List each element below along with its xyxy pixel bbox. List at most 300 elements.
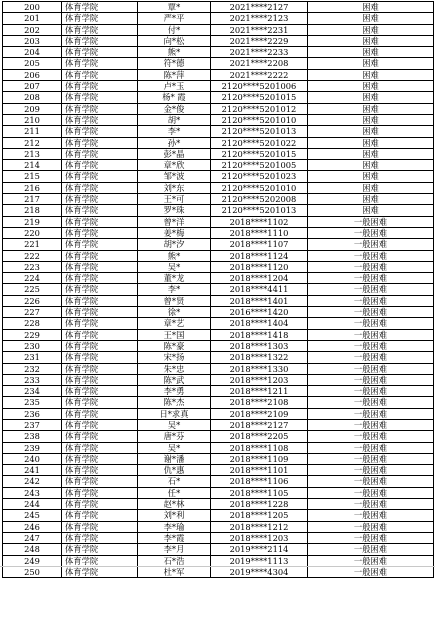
college-cell: 体育学院 bbox=[62, 566, 138, 577]
student-name-cell: 邹*波 bbox=[138, 171, 211, 182]
row-number-cell: 235 bbox=[3, 397, 62, 408]
row-number-cell: 232 bbox=[3, 363, 62, 374]
difficulty-level-cell: 困难 bbox=[308, 58, 434, 69]
row-number-cell: 220 bbox=[3, 227, 62, 238]
table-body bbox=[3, 2, 434, 578]
college-cell: 体育学院 bbox=[62, 465, 138, 476]
student-name-cell: 刘*东 bbox=[138, 182, 211, 193]
college-cell: 体育学院 bbox=[62, 487, 138, 498]
row-number-cell: 246 bbox=[3, 521, 62, 532]
college-cell: 体育学院 bbox=[62, 227, 138, 238]
student-name-cell: 王*国 bbox=[138, 329, 211, 340]
difficulty-level-cell: 一般困难 bbox=[308, 431, 434, 442]
student-id-cell: 2021****2208 bbox=[211, 58, 308, 69]
student-name-cell: 付* bbox=[138, 24, 211, 35]
college-cell: 体育学院 bbox=[62, 352, 138, 363]
table-row bbox=[3, 442, 434, 453]
college-cell: 体育学院 bbox=[62, 250, 138, 261]
table-row bbox=[3, 216, 434, 227]
table-row bbox=[3, 160, 434, 171]
table-row bbox=[3, 103, 434, 114]
student-name-cell: 任* bbox=[138, 487, 211, 498]
row-number-cell: 222 bbox=[3, 250, 62, 261]
table-row bbox=[3, 239, 434, 250]
student-id-cell: 2018****1105 bbox=[211, 487, 308, 498]
student-id-cell: 2018****1203 bbox=[211, 374, 308, 385]
row-number-cell: 230 bbox=[3, 340, 62, 351]
row-number-cell: 225 bbox=[3, 284, 62, 295]
student-id-cell: 2021****2229 bbox=[211, 35, 308, 46]
college-cell: 体育学院 bbox=[62, 137, 138, 148]
table-row bbox=[3, 566, 434, 577]
table-row bbox=[3, 69, 434, 80]
college-cell: 体育学院 bbox=[62, 13, 138, 24]
table-row bbox=[3, 273, 434, 284]
student-id-cell: 2120****5201010 bbox=[211, 182, 308, 193]
row-number-cell: 229 bbox=[3, 329, 62, 340]
table-row bbox=[3, 532, 434, 543]
student-id-cell: 2120****5201015 bbox=[211, 148, 308, 159]
college-cell: 体育学院 bbox=[62, 24, 138, 35]
student-id-cell: 2120****5201006 bbox=[211, 81, 308, 92]
student-list-table bbox=[2, 1, 434, 578]
table-row bbox=[3, 2, 434, 13]
difficulty-level-cell: 一般困难 bbox=[308, 419, 434, 430]
difficulty-level-cell: 一般困难 bbox=[308, 465, 434, 476]
college-cell: 体育学院 bbox=[62, 374, 138, 385]
row-number-cell: 242 bbox=[3, 476, 62, 487]
college-cell: 体育学院 bbox=[62, 58, 138, 69]
row-number-cell: 208 bbox=[3, 92, 62, 103]
table-row bbox=[3, 182, 434, 193]
difficulty-level-cell: 一般困难 bbox=[308, 397, 434, 408]
college-cell: 体育学院 bbox=[62, 431, 138, 442]
difficulty-level-cell: 一般困难 bbox=[308, 510, 434, 521]
student-id-cell: 2018****1330 bbox=[211, 363, 308, 374]
student-name-cell: 刘*利 bbox=[138, 510, 211, 521]
row-number-cell: 226 bbox=[3, 295, 62, 306]
student-id-cell: 2021****2233 bbox=[211, 47, 308, 58]
difficulty-level-cell: 一般困难 bbox=[308, 374, 434, 385]
college-cell: 体育学院 bbox=[62, 544, 138, 555]
student-name-cell: 徐* bbox=[138, 307, 211, 318]
table-row bbox=[3, 81, 434, 92]
student-name-cell: 陈*豪 bbox=[138, 340, 211, 351]
row-number-cell: 247 bbox=[3, 532, 62, 543]
college-cell: 体育学院 bbox=[62, 103, 138, 114]
difficulty-level-cell: 一般困难 bbox=[308, 273, 434, 284]
difficulty-level-cell: 困难 bbox=[308, 205, 434, 216]
table-row bbox=[3, 58, 434, 69]
student-name-cell: 陈*萍 bbox=[138, 69, 211, 80]
student-name-cell: 胡* bbox=[138, 114, 211, 125]
difficulty-level-cell: 困难 bbox=[308, 171, 434, 182]
row-number-cell: 224 bbox=[3, 273, 62, 284]
difficulty-level-cell: 困难 bbox=[308, 92, 434, 103]
student-name-cell: 李*霞 bbox=[138, 532, 211, 543]
table-row bbox=[3, 13, 434, 24]
student-name-cell: 宋*扬 bbox=[138, 352, 211, 363]
table-row bbox=[3, 453, 434, 464]
college-cell: 体育学院 bbox=[62, 442, 138, 453]
student-name-cell: 李*瑜 bbox=[138, 521, 211, 532]
difficulty-level-cell: 困难 bbox=[308, 81, 434, 92]
student-name-cell: 王*可 bbox=[138, 194, 211, 205]
difficulty-level-cell: 一般困难 bbox=[308, 544, 434, 555]
difficulty-level-cell: 一般困难 bbox=[308, 318, 434, 329]
row-number-cell: 249 bbox=[3, 555, 62, 566]
difficulty-level-cell: 困难 bbox=[308, 13, 434, 24]
student-name-cell: 熊* bbox=[138, 47, 211, 58]
student-id-cell: 2018****1106 bbox=[211, 476, 308, 487]
difficulty-level-cell: 一般困难 bbox=[308, 261, 434, 272]
student-id-cell: 2021****2127 bbox=[211, 2, 308, 13]
row-number-cell: 201 bbox=[3, 13, 62, 24]
student-id-cell: 2018****1418 bbox=[211, 329, 308, 340]
row-number-cell: 210 bbox=[3, 114, 62, 125]
table-row bbox=[3, 397, 434, 408]
table-row bbox=[3, 35, 434, 46]
table-row bbox=[3, 171, 434, 182]
difficulty-level-cell: 困难 bbox=[308, 2, 434, 13]
difficulty-level-cell: 一般困难 bbox=[308, 227, 434, 238]
student-name-cell: 罗*珠 bbox=[138, 205, 211, 216]
student-id-cell: 2021****2123 bbox=[211, 13, 308, 24]
difficulty-level-cell: 一般困难 bbox=[308, 284, 434, 295]
row-number-cell: 207 bbox=[3, 81, 62, 92]
difficulty-level-cell: 一般困难 bbox=[308, 566, 434, 577]
difficulty-level-cell: 一般困难 bbox=[308, 340, 434, 351]
student-id-cell: 2018****1401 bbox=[211, 295, 308, 306]
table-row bbox=[3, 194, 434, 205]
student-name-cell: 李* bbox=[138, 126, 211, 137]
table-row bbox=[3, 431, 434, 442]
table-row bbox=[3, 374, 434, 385]
college-cell: 体育学院 bbox=[62, 2, 138, 13]
row-number-cell: 214 bbox=[3, 160, 62, 171]
row-number-cell: 217 bbox=[3, 194, 62, 205]
row-number-cell: 231 bbox=[3, 352, 62, 363]
college-cell: 体育学院 bbox=[62, 171, 138, 182]
difficulty-level-cell: 一般困难 bbox=[308, 250, 434, 261]
row-number-cell: 211 bbox=[3, 126, 62, 137]
student-id-cell: 2120****5201013 bbox=[211, 126, 308, 137]
student-id-cell: 2018****1228 bbox=[211, 499, 308, 510]
college-cell: 体育学院 bbox=[62, 295, 138, 306]
student-id-cell: 2018****1404 bbox=[211, 318, 308, 329]
college-cell: 体育学院 bbox=[62, 363, 138, 374]
difficulty-level-cell: 困难 bbox=[308, 69, 434, 80]
row-number-cell: 221 bbox=[3, 239, 62, 250]
student-name-cell: 吴* bbox=[138, 442, 211, 453]
student-id-cell: 2120****5201013 bbox=[211, 205, 308, 216]
college-cell: 体育学院 bbox=[62, 69, 138, 80]
difficulty-level-cell: 一般困难 bbox=[308, 295, 434, 306]
difficulty-level-cell: 困难 bbox=[308, 126, 434, 137]
student-name-cell: 石* bbox=[138, 476, 211, 487]
college-cell: 体育学院 bbox=[62, 329, 138, 340]
page-divider-line bbox=[0, 566, 435, 567]
college-cell: 体育学院 bbox=[62, 194, 138, 205]
student-id-cell: 2021****2231 bbox=[211, 24, 308, 35]
college-cell: 体育学院 bbox=[62, 453, 138, 464]
college-cell: 体育学院 bbox=[62, 216, 138, 227]
table-row bbox=[3, 227, 434, 238]
college-cell: 体育学院 bbox=[62, 261, 138, 272]
student-name-cell: 曾*贤 bbox=[138, 295, 211, 306]
row-number-cell: 219 bbox=[3, 216, 62, 227]
college-cell: 体育学院 bbox=[62, 419, 138, 430]
table-row bbox=[3, 114, 434, 125]
student-name-cell: 向*松 bbox=[138, 35, 211, 46]
table-row bbox=[3, 329, 434, 340]
row-number-cell: 238 bbox=[3, 431, 62, 442]
student-name-cell: 唐*芬 bbox=[138, 431, 211, 442]
student-id-cell: 2018****1102 bbox=[211, 216, 308, 227]
student-id-cell: 2016****1420 bbox=[211, 307, 308, 318]
table-row bbox=[3, 352, 434, 363]
difficulty-level-cell: 一般困难 bbox=[308, 216, 434, 227]
student-name-cell: 李*月 bbox=[138, 544, 211, 555]
college-cell: 体育学院 bbox=[62, 114, 138, 125]
student-name-cell: 朱*忠 bbox=[138, 363, 211, 374]
student-id-cell: 2018****1322 bbox=[211, 352, 308, 363]
college-cell: 体育学院 bbox=[62, 182, 138, 193]
difficulty-level-cell: 一般困难 bbox=[308, 329, 434, 340]
row-number-cell: 218 bbox=[3, 205, 62, 216]
college-cell: 体育学院 bbox=[62, 47, 138, 58]
college-cell: 体育学院 bbox=[62, 476, 138, 487]
difficulty-level-cell: 一般困难 bbox=[308, 239, 434, 250]
student-id-cell: 2018****1212 bbox=[211, 521, 308, 532]
row-number-cell: 228 bbox=[3, 318, 62, 329]
row-number-cell: 227 bbox=[3, 307, 62, 318]
row-number-cell: 245 bbox=[3, 510, 62, 521]
difficulty-level-cell: 困难 bbox=[308, 182, 434, 193]
table-row bbox=[3, 340, 434, 351]
student-id-cell: 2120****5201015 bbox=[211, 92, 308, 103]
student-id-cell: 2120****5201012 bbox=[211, 103, 308, 114]
difficulty-level-cell: 一般困难 bbox=[308, 532, 434, 543]
table-row bbox=[3, 386, 434, 397]
table-row bbox=[3, 137, 434, 148]
row-number-cell: 239 bbox=[3, 442, 62, 453]
student-id-cell: 2018****1109 bbox=[211, 453, 308, 464]
college-cell: 体育学院 bbox=[62, 307, 138, 318]
table-row bbox=[3, 555, 434, 566]
student-name-cell: 卢*玉 bbox=[138, 81, 211, 92]
row-number-cell: 243 bbox=[3, 487, 62, 498]
row-number-cell: 203 bbox=[3, 35, 62, 46]
student-name-cell: 董*龙 bbox=[138, 273, 211, 284]
college-cell: 体育学院 bbox=[62, 92, 138, 103]
difficulty-level-cell: 困难 bbox=[308, 137, 434, 148]
difficulty-level-cell: 困难 bbox=[308, 114, 434, 125]
student-id-cell: 2018****1107 bbox=[211, 239, 308, 250]
college-cell: 体育学院 bbox=[62, 340, 138, 351]
student-id-cell: 2018****2127 bbox=[211, 419, 308, 430]
row-number-cell: 240 bbox=[3, 453, 62, 464]
table-row bbox=[3, 521, 434, 532]
college-cell: 体育学院 bbox=[62, 239, 138, 250]
student-id-cell: 2018****1303 bbox=[211, 340, 308, 351]
table-row bbox=[3, 261, 434, 272]
table-row bbox=[3, 24, 434, 35]
row-number-cell: 244 bbox=[3, 499, 62, 510]
student-name-cell: 章*欣 bbox=[138, 160, 211, 171]
college-cell: 体育学院 bbox=[62, 160, 138, 171]
student-name-cell: 金*俊 bbox=[138, 103, 211, 114]
row-number-cell: 204 bbox=[3, 47, 62, 58]
row-number-cell: 248 bbox=[3, 544, 62, 555]
table-row bbox=[3, 205, 434, 216]
table-row bbox=[3, 363, 434, 374]
table-row bbox=[3, 476, 434, 487]
table-row bbox=[3, 47, 434, 58]
college-cell: 体育学院 bbox=[62, 205, 138, 216]
difficulty-level-cell: 一般困难 bbox=[308, 352, 434, 363]
difficulty-level-cell: 一般困难 bbox=[308, 442, 434, 453]
student-id-cell: 2018****4411 bbox=[211, 284, 308, 295]
table-row bbox=[3, 92, 434, 103]
student-id-cell: 2018****1101 bbox=[211, 465, 308, 476]
student-id-cell: 2018****2205 bbox=[211, 431, 308, 442]
student-name-cell: 杜*军 bbox=[138, 566, 211, 577]
student-id-cell: 2018****1204 bbox=[211, 273, 308, 284]
college-cell: 体育学院 bbox=[62, 397, 138, 408]
student-name-cell: 覃* bbox=[138, 2, 211, 13]
student-name-cell: 符*德 bbox=[138, 58, 211, 69]
student-name-cell: 杨* 霞 bbox=[138, 92, 211, 103]
college-cell: 体育学院 bbox=[62, 148, 138, 159]
student-id-cell: 2019****4304 bbox=[211, 566, 308, 577]
difficulty-level-cell: 困难 bbox=[308, 103, 434, 114]
row-number-cell: 202 bbox=[3, 24, 62, 35]
college-cell: 体育学院 bbox=[62, 499, 138, 510]
college-cell: 体育学院 bbox=[62, 273, 138, 284]
student-name-cell: 吴* bbox=[138, 419, 211, 430]
row-number-cell: 241 bbox=[3, 465, 62, 476]
student-id-cell: 2018****2108 bbox=[211, 397, 308, 408]
student-name-cell: 熊* bbox=[138, 250, 211, 261]
student-name-cell: 赵*林 bbox=[138, 499, 211, 510]
student-id-cell: 2018****1203 bbox=[211, 532, 308, 543]
difficulty-level-cell: 一般困难 bbox=[308, 363, 434, 374]
student-id-cell: 2120****5201005 bbox=[211, 160, 308, 171]
row-number-cell: 250 bbox=[3, 566, 62, 577]
student-name-cell: 吴* bbox=[138, 261, 211, 272]
difficulty-level-cell: 一般困难 bbox=[308, 499, 434, 510]
student-name-cell: 胡*汐 bbox=[138, 239, 211, 250]
row-number-cell: 216 bbox=[3, 182, 62, 193]
student-name-cell: 彭*晶 bbox=[138, 148, 211, 159]
college-cell: 体育学院 bbox=[62, 318, 138, 329]
college-cell: 体育学院 bbox=[62, 555, 138, 566]
table-row bbox=[3, 465, 434, 476]
difficulty-level-cell: 困难 bbox=[308, 160, 434, 171]
college-cell: 体育学院 bbox=[62, 510, 138, 521]
difficulty-level-cell: 困难 bbox=[308, 35, 434, 46]
student-name-cell: 李*勇 bbox=[138, 386, 211, 397]
student-id-cell: 2120****5201010 bbox=[211, 114, 308, 125]
difficulty-level-cell: 一般困难 bbox=[308, 386, 434, 397]
row-number-cell: 213 bbox=[3, 148, 62, 159]
student-id-cell: 2018****2109 bbox=[211, 408, 308, 419]
student-name-cell: 日*求真 bbox=[138, 408, 211, 419]
difficulty-level-cell: 一般困难 bbox=[308, 307, 434, 318]
student-id-cell: 2018****1120 bbox=[211, 261, 308, 272]
table-row bbox=[3, 148, 434, 159]
row-number-cell: 205 bbox=[3, 58, 62, 69]
student-id-cell: 2120****5202008 bbox=[211, 194, 308, 205]
difficulty-level-cell: 困难 bbox=[308, 24, 434, 35]
student-id-cell: 2120****5201022 bbox=[211, 137, 308, 148]
table-row bbox=[3, 126, 434, 137]
table-row bbox=[3, 250, 434, 261]
table-row bbox=[3, 419, 434, 430]
student-id-cell: 2018****1124 bbox=[211, 250, 308, 261]
student-id-cell: 2018****1110 bbox=[211, 227, 308, 238]
student-name-cell: 陈*杰 bbox=[138, 397, 211, 408]
college-cell: 体育学院 bbox=[62, 126, 138, 137]
difficulty-level-cell: 困难 bbox=[308, 194, 434, 205]
college-cell: 体育学院 bbox=[62, 386, 138, 397]
difficulty-level-cell: 一般困难 bbox=[308, 453, 434, 464]
table-row bbox=[3, 318, 434, 329]
table-row bbox=[3, 487, 434, 498]
row-number-cell: 212 bbox=[3, 137, 62, 148]
student-name-cell: 李* bbox=[138, 284, 211, 295]
row-number-cell: 233 bbox=[3, 374, 62, 385]
student-name-cell: 谢*潘 bbox=[138, 453, 211, 464]
difficulty-level-cell: 一般困难 bbox=[308, 408, 434, 419]
student-name-cell: 陈*武 bbox=[138, 374, 211, 385]
student-id-cell: 2120****5201023 bbox=[211, 171, 308, 182]
row-number-cell: 234 bbox=[3, 386, 62, 397]
student-name-cell: 严*平 bbox=[138, 13, 211, 24]
student-name-cell: 曾*洋 bbox=[138, 216, 211, 227]
difficulty-level-cell: 一般困难 bbox=[308, 487, 434, 498]
row-number-cell: 209 bbox=[3, 103, 62, 114]
table-row bbox=[3, 544, 434, 555]
table-row bbox=[3, 510, 434, 521]
student-id-cell: 2019****1113 bbox=[211, 555, 308, 566]
row-number-cell: 236 bbox=[3, 408, 62, 419]
student-name-cell: 孙* bbox=[138, 137, 211, 148]
difficulty-level-cell: 一般困难 bbox=[308, 555, 434, 566]
student-id-cell: 2021****2222 bbox=[211, 69, 308, 80]
student-id-cell: 2018****1108 bbox=[211, 442, 308, 453]
row-number-cell: 223 bbox=[3, 261, 62, 272]
difficulty-level-cell: 困难 bbox=[308, 47, 434, 58]
college-cell: 体育学院 bbox=[62, 284, 138, 295]
student-name-cell: 章*艺 bbox=[138, 318, 211, 329]
college-cell: 体育学院 bbox=[62, 521, 138, 532]
difficulty-level-cell: 一般困难 bbox=[308, 476, 434, 487]
college-cell: 体育学院 bbox=[62, 35, 138, 46]
student-name-cell: 仇*惠 bbox=[138, 465, 211, 476]
row-number-cell: 200 bbox=[3, 2, 62, 13]
student-name-cell: 姜*梅 bbox=[138, 227, 211, 238]
student-id-cell: 2019****2114 bbox=[211, 544, 308, 555]
difficulty-level-cell: 困难 bbox=[308, 148, 434, 159]
table-row bbox=[3, 284, 434, 295]
student-name-cell: 石*浩 bbox=[138, 555, 211, 566]
difficulty-level-cell: 一般困难 bbox=[308, 521, 434, 532]
college-cell: 体育学院 bbox=[62, 81, 138, 92]
table-row bbox=[3, 307, 434, 318]
student-id-cell: 2018****1205 bbox=[211, 510, 308, 521]
